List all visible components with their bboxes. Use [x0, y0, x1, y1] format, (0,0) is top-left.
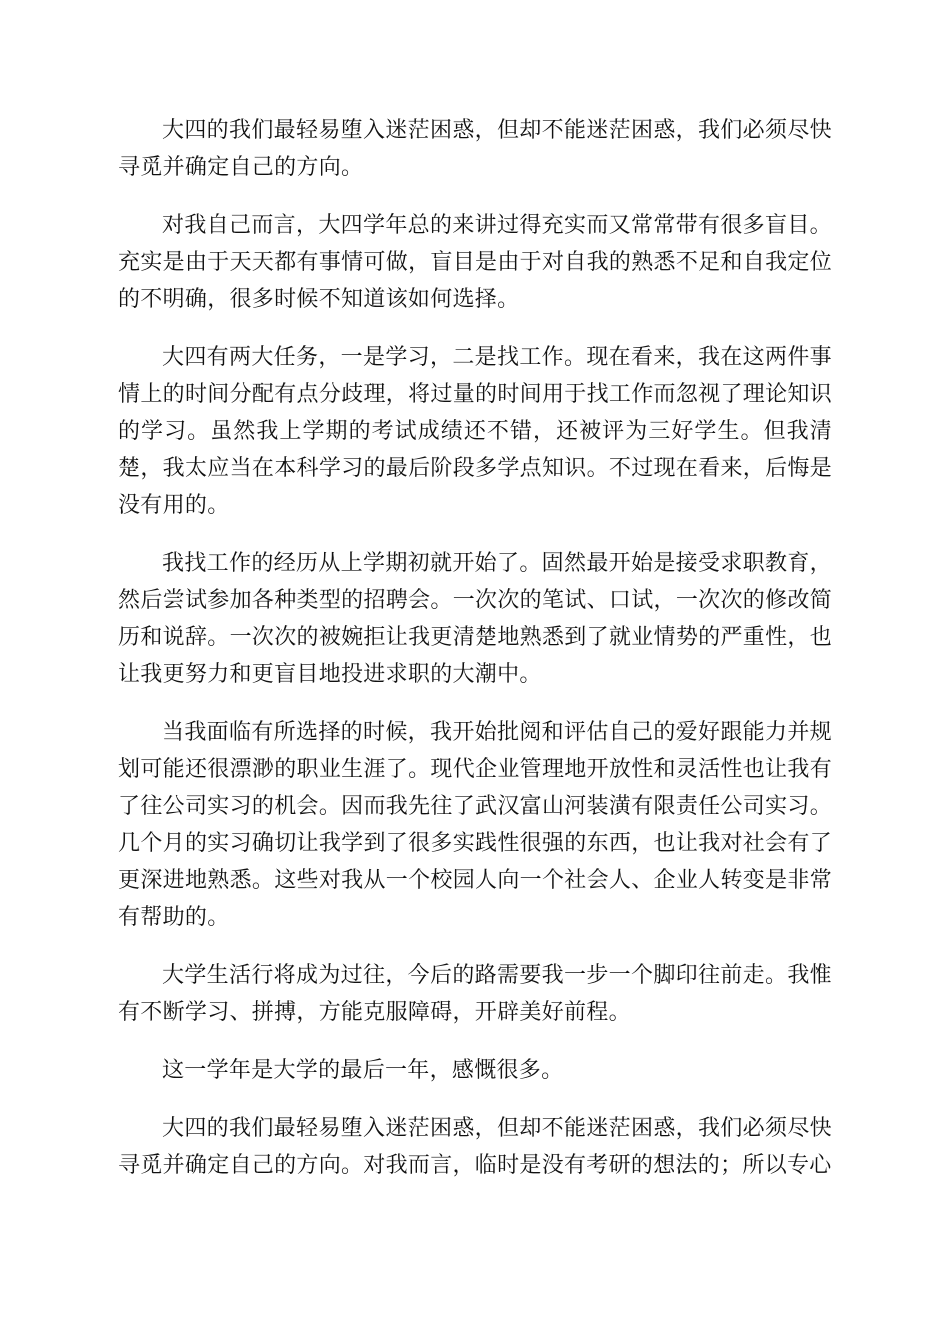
- paragraph-1: 大四的我们最轻易堕入迷茫困惑，但却不能迷茫困惑，我们必须尽快寻觅并确定自己的方向。: [118, 118, 832, 180]
- paragraph-4: 我找工作的经历从上学期初就开始了。固然最开始是接受求职教育，然后尝试参加各种类型的招聘会。一次次的笔试、口试，一次次的修改简历和说辞。一次次的被婉拒让我更清楚地熟悉到了就业情势的严重性，也让我更努力和更盲目地投进求职的大潮中。: [118, 551, 832, 687]
- paragraph-2: 对我自己而言，大四学年总的来讲过得充实而又常常带有很多盲目。充实是由于天天都有事情可做，盲目是由于对自我的熟悉不足和自我定位的不明确，很多时候不知道该如何选择。: [118, 213, 832, 312]
- document-page: [118, 112, 832, 1205]
- paragraph-8: 大四的我们最轻易堕入迷茫困惑，但却不能迷茫困惑，我们必须尽快寻觅并确定自己的方向。对我而言，临时是没有考研的想法的；所以专心: [118, 1116, 832, 1178]
- paragraph-3: 大四有两大任务，一是学习，二是找工作。现在看来，我在这两件事情上的时间分配有点分歧理，将过量的时间用于找工作而忽视了理论知识的学习。虽然我上学期的考试成绩还不错，还被评为三好学生。但我清楚，我太应当在本科学习的最后阶段多学点知识。不过现在看来，后悔是没有用的。: [118, 345, 832, 518]
- paragraph-6: 大学生活行将成为过往，今后的路需要我一步一个脚印往前走。我惟有不断学习、拼搏，方能克服障碍，开辟美好前程。: [118, 963, 832, 1025]
- paragraph-7: 这一学年是大学的最后一年，感慨很多。: [162, 1058, 564, 1083]
- paragraph-5: 当我面临有所选择的时候，我开始批阅和评估自己的爱好跟能力并规划可能还很漂渺的职业生涯了。现代企业管理地开放性和灵活性也让我有了往公司实习的机会。因而我先往了武汉富山河装潢有限责任公司实习。几个月的实习确切让我学到了很多实践性很强的东西，也让我对社会有了更深进地熟悉。这些对我从一个校园人向一个社会人、企业人转变是非常有帮助的。: [118, 720, 832, 930]
